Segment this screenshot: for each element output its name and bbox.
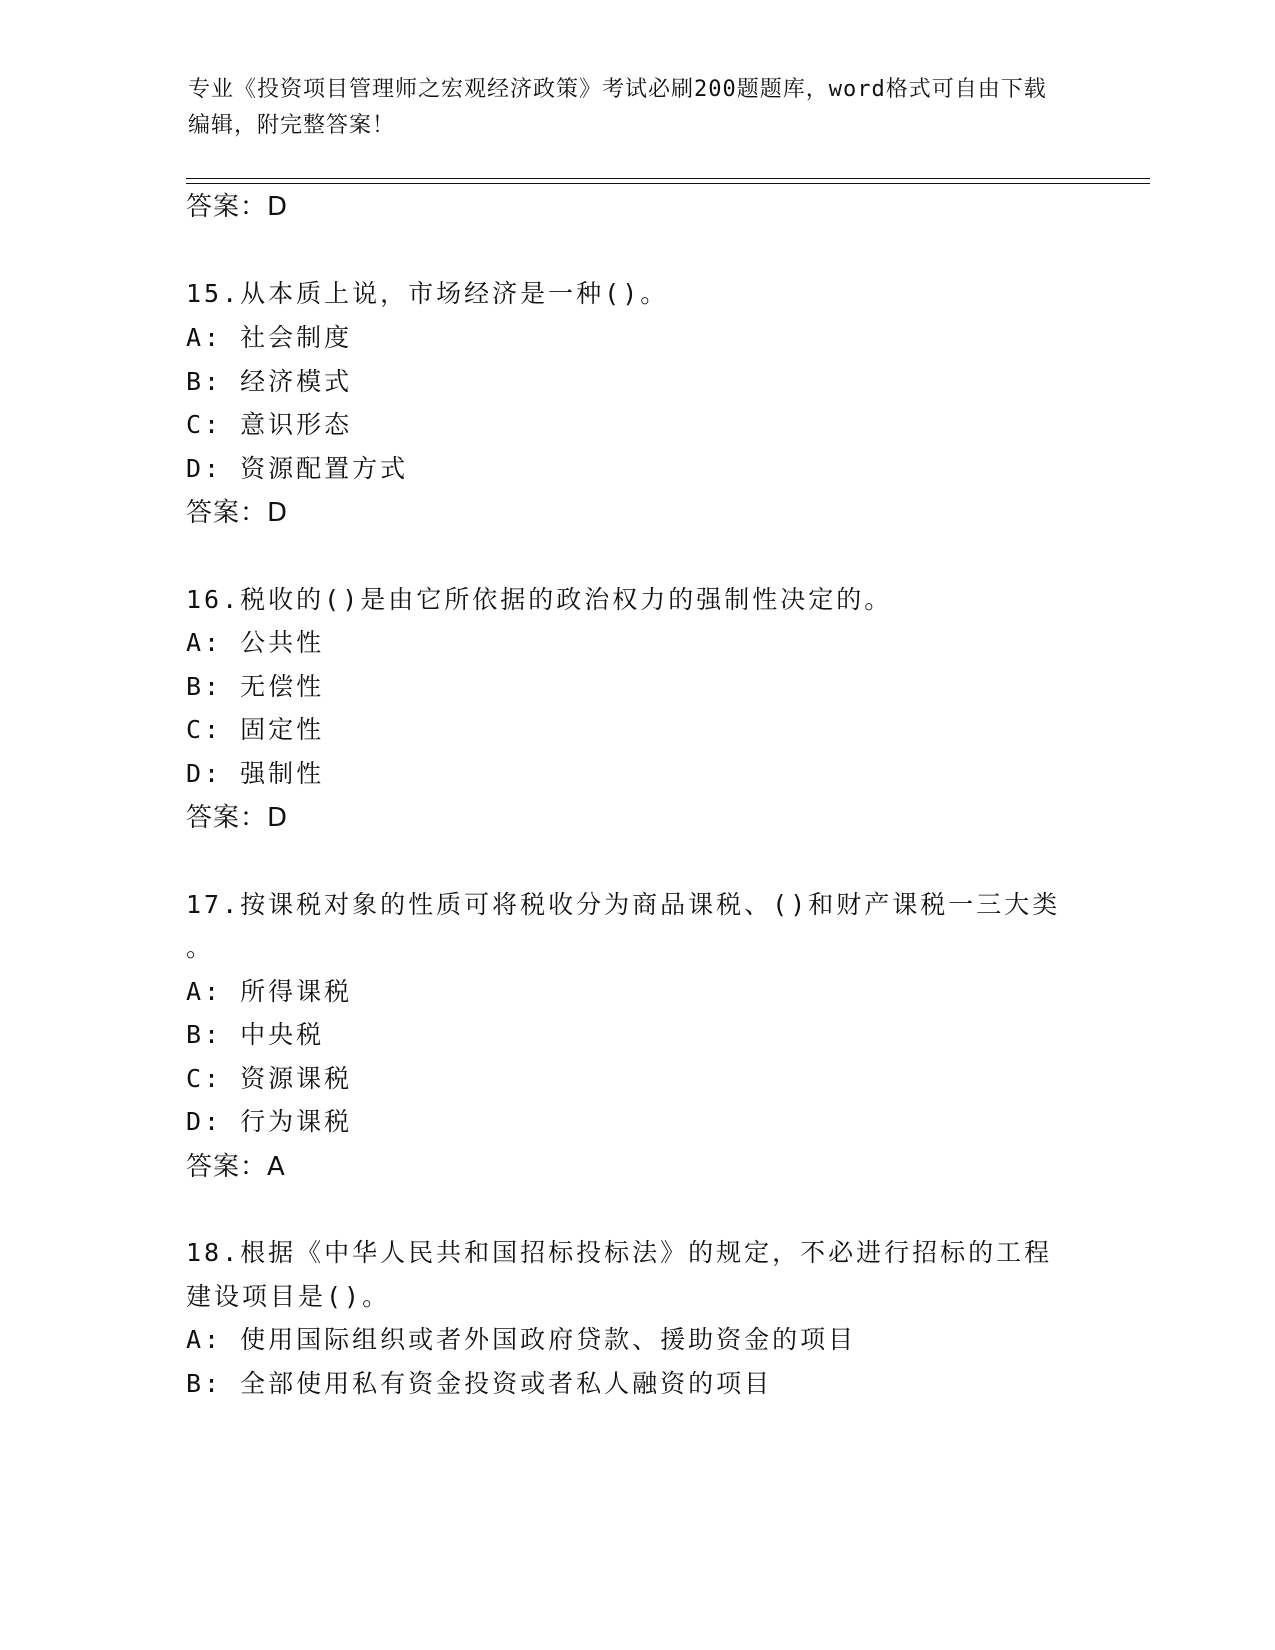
question-17-option-b: B: 中央税 <box>186 1020 325 1049</box>
answer-q16: 答案：D <box>186 803 289 833</box>
answer-q14: 答案：D <box>186 192 289 222</box>
question-17-stem-line1: 17.按课税对象的性质可将税收分为商品课税、()和财产课税一三大类 <box>186 890 1061 919</box>
answer-q15: 答案：D <box>186 498 289 528</box>
header-divider-bottom <box>186 183 1150 184</box>
question-16-stem: 16.税收的()是由它所依据的政治权力的强制性决定的。 <box>186 585 893 614</box>
question-18-stem-line2: 建设项目是()。 <box>186 1282 391 1311</box>
question-18-stem-line1: 18.根据《中华人民共和国招标投标法》的规定，不必进行招标的工程 <box>186 1238 1053 1267</box>
question-18-option-b: B: 全部使用私有资金投资或者私人融资的项目 <box>186 1369 773 1398</box>
question-16-option-c: C: 固定性 <box>186 715 325 744</box>
header-divider-top <box>186 178 1150 179</box>
question-16-option-b: B: 无偿性 <box>186 672 325 701</box>
question-18-option-a: A: 使用国际组织或者外国政府贷款、援助资金的项目 <box>186 1325 857 1354</box>
question-16-option-a: A: 公共性 <box>186 628 325 657</box>
question-17-option-d: D: 行为课税 <box>186 1107 353 1136</box>
question-15-option-c: C: 意识形态 <box>186 410 353 439</box>
question-17-option-c: C: 资源课税 <box>186 1064 353 1093</box>
question-17-option-a: A: 所得课税 <box>186 977 353 1006</box>
answer-q17: 答案：A <box>186 1152 286 1182</box>
question-15-option-a: A: 社会制度 <box>186 323 353 352</box>
question-16-option-d: D: 强制性 <box>186 759 325 788</box>
question-15-option-d: D: 资源配置方式 <box>186 454 409 483</box>
question-15-option-b: B: 经济模式 <box>186 367 353 396</box>
document-header-note: 专业《投资项目管理师之宏观经济政策》考试必刷200题题库，word格式可自由下载编辑，附完整答案！ <box>188 77 1047 138</box>
question-17-stem-line2: 。 <box>186 933 212 962</box>
question-15-stem: 15.从本质上说，市场经济是一种()。 <box>186 279 669 308</box>
